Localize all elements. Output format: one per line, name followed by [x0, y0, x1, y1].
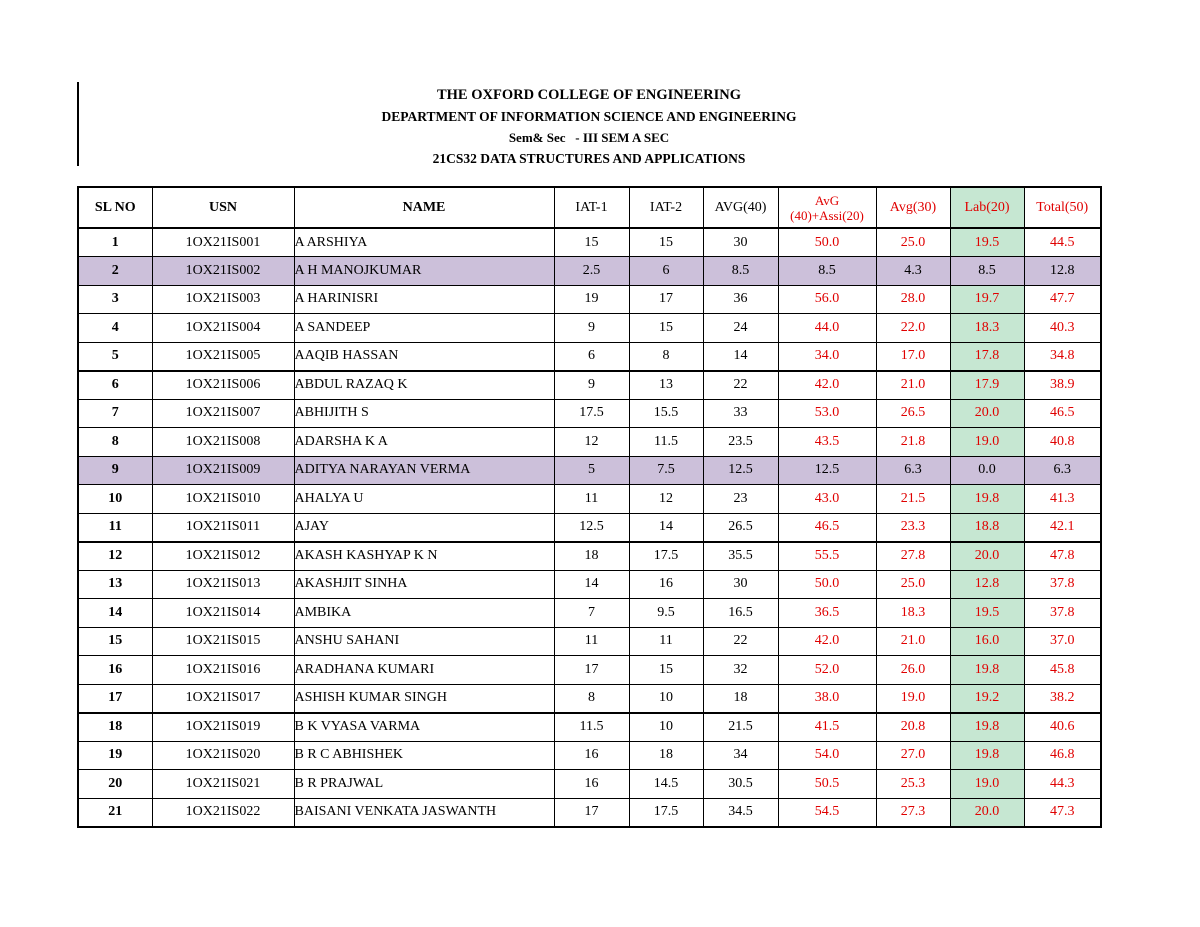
course-title: 21CS32 DATA STRUCTURES AND APPLICATIONS [432, 151, 746, 166]
usn-cell: 1OX21IS020 [152, 741, 294, 770]
table-row [78, 542, 1101, 571]
total-cell: 46.8 [1024, 741, 1101, 770]
avg30-cell: 21.0 [876, 371, 950, 400]
avg40-cell: 32 [703, 656, 778, 685]
name-cell: A HARINISRI [294, 285, 554, 314]
lab-cell: 19.7 [950, 285, 1024, 314]
sl-no-cell: 5 [78, 342, 152, 371]
sl-no-cell: 11 [78, 513, 152, 542]
avg30-cell: 19.0 [876, 684, 950, 713]
lab-cell: 19.0 [950, 428, 1024, 457]
name-cell: ANSHU SAHANI [294, 627, 554, 656]
avg-assi-cell: 54.5 [778, 798, 876, 827]
iat1-cell: 11 [554, 627, 629, 656]
usn-cell: 1OX21IS006 [152, 371, 294, 400]
iat1-cell: 6 [554, 342, 629, 371]
table-row [78, 770, 1101, 799]
usn-cell: 1OX21IS002 [152, 257, 294, 286]
total-cell: 37.8 [1024, 599, 1101, 628]
lab-cell: 19.8 [950, 485, 1024, 514]
avg40-cell: 34.5 [703, 798, 778, 827]
iat1-cell: 7 [554, 599, 629, 628]
lab-cell: 20.0 [950, 542, 1024, 571]
table-row [78, 570, 1101, 599]
lab-cell: 19.8 [950, 656, 1024, 685]
table-row [78, 485, 1101, 514]
iat1-cell: 14 [554, 570, 629, 599]
total-cell: 42.1 [1024, 513, 1101, 542]
avg-assi-cell: 8.5 [778, 257, 876, 286]
avg30-cell: 25.0 [876, 570, 950, 599]
name-cell: ARADHANA KUMARI [294, 656, 554, 685]
avg30-cell: 26.0 [876, 656, 950, 685]
name-cell: ASHISH KUMAR SINGH [294, 684, 554, 713]
col-header-avg-assi-line2: (40)+Assi(20) [790, 207, 864, 223]
marks-table [77, 186, 1102, 828]
avg30-cell: 27.3 [876, 798, 950, 827]
iat1-cell: 2.5 [554, 257, 629, 286]
usn-cell: 1OX21IS014 [152, 599, 294, 628]
avg-assi-cell: 54.0 [778, 741, 876, 770]
iat1-cell: 17 [554, 656, 629, 685]
avg-assi-cell: 41.5 [778, 713, 876, 742]
avg30-cell: 17.0 [876, 342, 950, 371]
iat1-cell: 11 [554, 485, 629, 514]
lab-cell: 0.0 [950, 456, 1024, 485]
avg40-cell: 24 [703, 314, 778, 343]
lab-cell: 17.9 [950, 371, 1024, 400]
name-cell: A SANDEEP [294, 314, 554, 343]
iat2-cell: 17.5 [629, 798, 703, 827]
name-cell: ADITYA NARAYAN VERMA [294, 456, 554, 485]
lab-cell: 19.2 [950, 684, 1024, 713]
total-cell: 46.5 [1024, 399, 1101, 428]
table-row [78, 684, 1101, 713]
table-row [78, 428, 1101, 457]
avg30-cell: 23.3 [876, 513, 950, 542]
iat2-cell: 11.5 [629, 428, 703, 457]
sl-no-cell: 16 [78, 656, 152, 685]
total-cell: 37.8 [1024, 570, 1101, 599]
avg40-cell: 22 [703, 627, 778, 656]
sl-no-cell: 4 [78, 314, 152, 343]
total-cell: 38.9 [1024, 371, 1101, 400]
name-cell: A ARSHIYA [294, 228, 554, 257]
name-cell: A H MANOJKUMAR [294, 257, 554, 286]
iat1-cell: 18 [554, 542, 629, 571]
lab-cell: 16.0 [950, 627, 1024, 656]
avg30-cell: 26.5 [876, 399, 950, 428]
iat1-cell: 15 [554, 228, 629, 257]
avg40-cell: 22 [703, 371, 778, 400]
total-cell: 45.8 [1024, 656, 1101, 685]
sl-no-cell: 14 [78, 599, 152, 628]
name-cell: ABDUL RAZAQ K [294, 371, 554, 400]
avg40-cell: 33 [703, 399, 778, 428]
total-cell: 34.8 [1024, 342, 1101, 371]
avg40-cell: 36 [703, 285, 778, 314]
table-row [78, 314, 1101, 343]
iat1-cell: 12.5 [554, 513, 629, 542]
avg-assi-cell: 50.0 [778, 228, 876, 257]
iat1-cell: 5 [554, 456, 629, 485]
avg40-cell: 34 [703, 741, 778, 770]
table-row [78, 513, 1101, 542]
avg-assi-cell: 56.0 [778, 285, 876, 314]
usn-cell: 1OX21IS008 [152, 428, 294, 457]
sl-no-cell: 2 [78, 257, 152, 286]
avg30-cell: 28.0 [876, 285, 950, 314]
avg-assi-cell: 12.5 [778, 456, 876, 485]
lab-cell: 20.0 [950, 399, 1024, 428]
iat2-cell: 15 [629, 656, 703, 685]
col-header-sl-no: SL NO [78, 187, 152, 228]
avg40-cell: 18 [703, 684, 778, 713]
total-cell: 47.8 [1024, 542, 1101, 571]
name-cell: AJAY [294, 513, 554, 542]
sl-no-cell: 13 [78, 570, 152, 599]
iat2-cell: 8 [629, 342, 703, 371]
college-title: THE OXFORD COLLEGE OF ENGINEERING [436, 87, 741, 103]
iat2-cell: 6 [629, 257, 703, 286]
avg-assi-cell: 50.5 [778, 770, 876, 799]
total-cell: 12.8 [1024, 257, 1101, 286]
table-row [78, 342, 1101, 371]
name-cell: ADARSHA K A [294, 428, 554, 457]
name-cell: B R PRAJWAL [294, 770, 554, 799]
avg40-cell: 16.5 [703, 599, 778, 628]
table-header-row [78, 187, 1101, 228]
avg40-cell: 26.5 [703, 513, 778, 542]
total-cell: 6.3 [1024, 456, 1101, 485]
sl-no-cell: 6 [78, 371, 152, 400]
total-cell: 47.3 [1024, 798, 1101, 827]
usn-cell: 1OX21IS003 [152, 285, 294, 314]
col-header-iat1: IAT-1 [554, 187, 629, 228]
name-cell: ABHIJITH S [294, 399, 554, 428]
total-cell: 41.3 [1024, 485, 1101, 514]
avg-assi-cell: 52.0 [778, 656, 876, 685]
total-cell: 40.8 [1024, 428, 1101, 457]
avg40-cell: 12.5 [703, 456, 778, 485]
avg-assi-cell: 55.5 [778, 542, 876, 571]
usn-cell: 1OX21IS016 [152, 656, 294, 685]
usn-cell: 1OX21IS010 [152, 485, 294, 514]
total-cell: 44.3 [1024, 770, 1101, 799]
lab-cell: 18.8 [950, 513, 1024, 542]
name-cell: BAISANI VENKATA JASWANTH [294, 798, 554, 827]
col-header-lab20: Lab(20) [950, 187, 1024, 228]
lab-cell: 19.5 [950, 599, 1024, 628]
avg30-cell: 21.8 [876, 428, 950, 457]
avg30-cell: 27.8 [876, 542, 950, 571]
total-cell: 38.2 [1024, 684, 1101, 713]
col-header-total50: Total(50) [1024, 187, 1101, 228]
avg30-cell: 18.3 [876, 599, 950, 628]
iat2-cell: 11 [629, 627, 703, 656]
avg30-cell: 25.3 [876, 770, 950, 799]
avg30-cell: 22.0 [876, 314, 950, 343]
avg40-cell: 21.5 [703, 713, 778, 742]
avg-assi-cell: 44.0 [778, 314, 876, 343]
sl-no-cell: 3 [78, 285, 152, 314]
iat2-cell: 14 [629, 513, 703, 542]
avg40-cell: 30 [703, 570, 778, 599]
avg30-cell: 21.5 [876, 485, 950, 514]
usn-cell: 1OX21IS021 [152, 770, 294, 799]
lab-cell: 19.8 [950, 713, 1024, 742]
iat1-cell: 17.5 [554, 399, 629, 428]
iat2-cell: 7.5 [629, 456, 703, 485]
lab-cell: 18.3 [950, 314, 1024, 343]
semester-section: Sem& Sec - III SEM A SEC [508, 130, 670, 145]
table-row [78, 399, 1101, 428]
lab-cell: 19.0 [950, 770, 1024, 799]
iat1-cell: 16 [554, 770, 629, 799]
sl-no-cell: 21 [78, 798, 152, 827]
table-row [78, 599, 1101, 628]
sl-no-cell: 19 [78, 741, 152, 770]
lab-cell: 19.8 [950, 741, 1024, 770]
iat2-cell: 13 [629, 371, 703, 400]
iat2-cell: 18 [629, 741, 703, 770]
iat1-cell: 9 [554, 314, 629, 343]
table-row [78, 656, 1101, 685]
iat2-cell: 10 [629, 713, 703, 742]
lab-cell: 19.5 [950, 228, 1024, 257]
name-cell: B K VYASA VARMA [294, 713, 554, 742]
table-row [78, 741, 1101, 770]
col-header-usn: USN [152, 187, 294, 228]
sl-no-cell: 18 [78, 713, 152, 742]
name-cell: B R C ABHISHEK [294, 741, 554, 770]
total-cell: 37.0 [1024, 627, 1101, 656]
usn-cell: 1OX21IS001 [152, 228, 294, 257]
sl-no-cell: 10 [78, 485, 152, 514]
sl-no-cell: 12 [78, 542, 152, 571]
avg-assi-cell: 53.0 [778, 399, 876, 428]
avg30-cell: 27.0 [876, 741, 950, 770]
avg40-cell: 23 [703, 485, 778, 514]
avg-assi-cell: 43.5 [778, 428, 876, 457]
avg30-cell: 4.3 [876, 257, 950, 286]
table-row [78, 798, 1101, 827]
total-cell: 47.7 [1024, 285, 1101, 314]
avg-assi-cell: 50.0 [778, 570, 876, 599]
avg-assi-cell: 46.5 [778, 513, 876, 542]
name-cell: AHALYA U [294, 485, 554, 514]
department-title: DEPARTMENT OF INFORMATION SCIENCE AND ENGINEERING [381, 109, 797, 124]
document-header [78, 85, 1100, 169]
col-header-name: NAME [294, 187, 554, 228]
iat2-cell: 17 [629, 285, 703, 314]
sl-no-cell: 8 [78, 428, 152, 457]
usn-cell: 1OX21IS019 [152, 713, 294, 742]
total-cell: 44.5 [1024, 228, 1101, 257]
table-row [78, 257, 1101, 286]
iat2-cell: 10 [629, 684, 703, 713]
usn-cell: 1OX21IS004 [152, 314, 294, 343]
iat2-cell: 15 [629, 228, 703, 257]
lab-cell: 8.5 [950, 257, 1024, 286]
avg-assi-cell: 42.0 [778, 371, 876, 400]
iat1-cell: 19 [554, 285, 629, 314]
usn-cell: 1OX21IS007 [152, 399, 294, 428]
avg-assi-cell: 42.0 [778, 627, 876, 656]
usn-cell: 1OX21IS011 [152, 513, 294, 542]
lab-cell: 17.8 [950, 342, 1024, 371]
table-row [78, 371, 1101, 400]
avg40-cell: 30.5 [703, 770, 778, 799]
avg30-cell: 25.0 [876, 228, 950, 257]
avg40-cell: 30 [703, 228, 778, 257]
sl-no-cell: 20 [78, 770, 152, 799]
total-cell: 40.3 [1024, 314, 1101, 343]
usn-cell: 1OX21IS022 [152, 798, 294, 827]
iat1-cell: 9 [554, 371, 629, 400]
iat1-cell: 11.5 [554, 713, 629, 742]
table-row [78, 285, 1101, 314]
table-row [78, 228, 1101, 257]
avg-assi-cell: 43.0 [778, 485, 876, 514]
avg-assi-cell: 38.0 [778, 684, 876, 713]
name-cell: AKASH KASHYAP K N [294, 542, 554, 571]
iat2-cell: 15 [629, 314, 703, 343]
sl-no-cell: 1 [78, 228, 152, 257]
avg30-cell: 20.8 [876, 713, 950, 742]
table-row [78, 713, 1101, 742]
iat2-cell: 12 [629, 485, 703, 514]
col-header-avg30: Avg(30) [876, 187, 950, 228]
sl-no-cell: 17 [78, 684, 152, 713]
avg30-cell: 6.3 [876, 456, 950, 485]
sl-no-cell: 15 [78, 627, 152, 656]
iat2-cell: 14.5 [629, 770, 703, 799]
sl-no-cell: 7 [78, 399, 152, 428]
total-cell: 40.6 [1024, 713, 1101, 742]
lab-cell: 20.0 [950, 798, 1024, 827]
col-header-iat2: IAT-2 [629, 187, 703, 228]
sl-no-cell: 9 [78, 456, 152, 485]
usn-cell: 1OX21IS012 [152, 542, 294, 571]
lab-cell: 12.8 [950, 570, 1024, 599]
usn-cell: 1OX21IS015 [152, 627, 294, 656]
col-header-avg-assi [778, 187, 876, 228]
avg40-cell: 35.5 [703, 542, 778, 571]
usn-cell: 1OX21IS013 [152, 570, 294, 599]
name-cell: AMBIKA [294, 599, 554, 628]
iat1-cell: 12 [554, 428, 629, 457]
avg40-cell: 23.5 [703, 428, 778, 457]
usn-cell: 1OX21IS009 [152, 456, 294, 485]
avg-assi-cell: 36.5 [778, 599, 876, 628]
avg40-cell: 8.5 [703, 257, 778, 286]
iat2-cell: 9.5 [629, 599, 703, 628]
iat1-cell: 16 [554, 741, 629, 770]
iat1-cell: 17 [554, 798, 629, 827]
avg-assi-cell: 34.0 [778, 342, 876, 371]
table-row [78, 627, 1101, 656]
avg40-cell: 14 [703, 342, 778, 371]
usn-cell: 1OX21IS005 [152, 342, 294, 371]
iat2-cell: 16 [629, 570, 703, 599]
avg30-cell: 21.0 [876, 627, 950, 656]
table-row [78, 456, 1101, 485]
col-header-avg40: AVG(40) [703, 187, 778, 228]
name-cell: AKASHJIT SINHA [294, 570, 554, 599]
iat2-cell: 17.5 [629, 542, 703, 571]
col-header-avg-assi-line1: AvG [814, 192, 840, 208]
iat2-cell: 15.5 [629, 399, 703, 428]
iat1-cell: 8 [554, 684, 629, 713]
usn-cell: 1OX21IS017 [152, 684, 294, 713]
name-cell: AAQIB HASSAN [294, 342, 554, 371]
